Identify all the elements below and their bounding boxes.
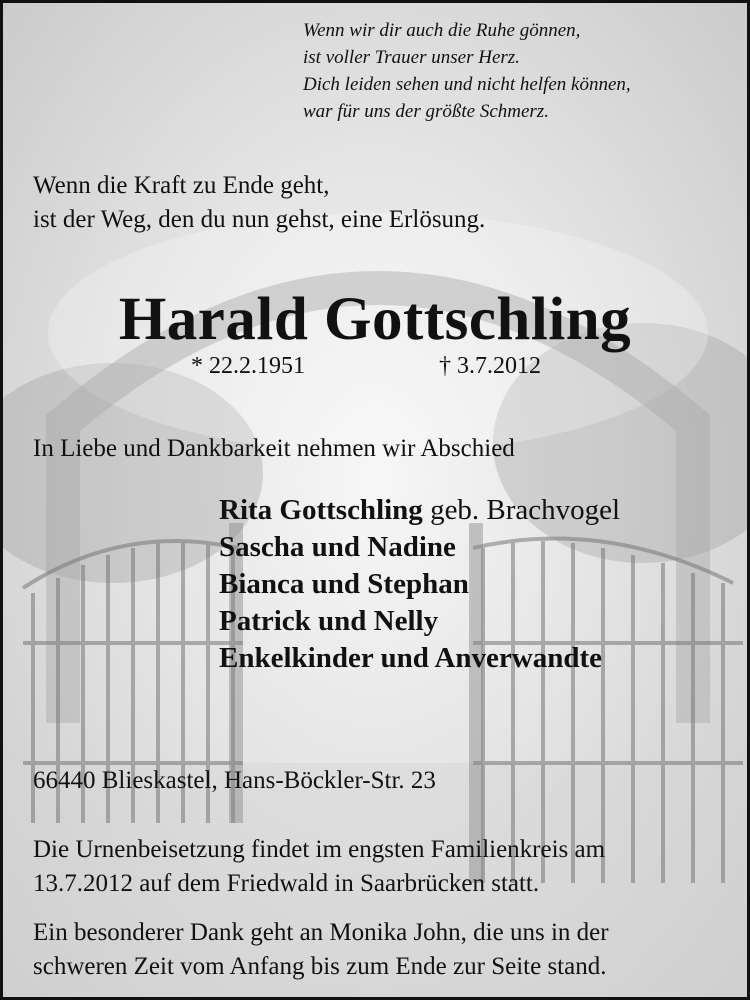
mourners-list xyxy=(219,492,620,677)
intro-line: ist der Weg, den du nun gehst, eine Erlösung. xyxy=(33,206,486,233)
mourner-spouse xyxy=(219,492,620,529)
intro-text xyxy=(33,169,485,237)
burial-line: 13.7.2012 auf dem Friedwald in Saarbrücken statt. xyxy=(33,870,540,897)
poem-line: ist voller Trauer unser Herz. xyxy=(303,47,520,68)
birth-date: * 22.2.1951 xyxy=(191,353,305,379)
spouse-maiden-name: geb. Brachvogel xyxy=(422,494,621,526)
burial-info xyxy=(33,833,605,901)
intro-line: Wenn die Kraft zu Ende geht, xyxy=(33,172,330,199)
mourner: Patrick und Nelly xyxy=(219,605,439,637)
mourner: Bianca und Stephan xyxy=(219,568,469,600)
thanks-line: Ein besonderer Dank geht an Monika John, die uns in der xyxy=(33,919,609,946)
death-date: † 3.7.2012 xyxy=(439,353,541,379)
poem xyxy=(303,17,631,125)
poem-line: Dich leiden sehen und nicht helfen können, xyxy=(303,74,631,95)
spouse-name: Rita Gottschling xyxy=(219,494,423,526)
poem-line: Wenn wir dir auch die Ruhe gönnen, xyxy=(303,20,581,41)
thanks-note xyxy=(33,916,609,984)
farewell-text: In Liebe und Dankbarkeit nehmen wir Abschied xyxy=(33,435,515,462)
mourner: Enkelkinder und Anverwandte xyxy=(219,642,603,674)
mourner: Sascha und Nadine xyxy=(219,531,456,563)
thanks-line: schweren Zeit vom Anfang bis zum Ende zur Seite stand. xyxy=(33,953,607,980)
burial-line: Die Urnenbeisetzung findet im engsten Familienkreis am xyxy=(33,836,606,863)
deceased-name: Harald Gottschling xyxy=(118,286,632,353)
poem-line: war für uns der größte Schmerz. xyxy=(303,101,549,122)
family-address: 66440 Blieskastel, Hans-Böckler-Str. 23 xyxy=(33,767,436,794)
